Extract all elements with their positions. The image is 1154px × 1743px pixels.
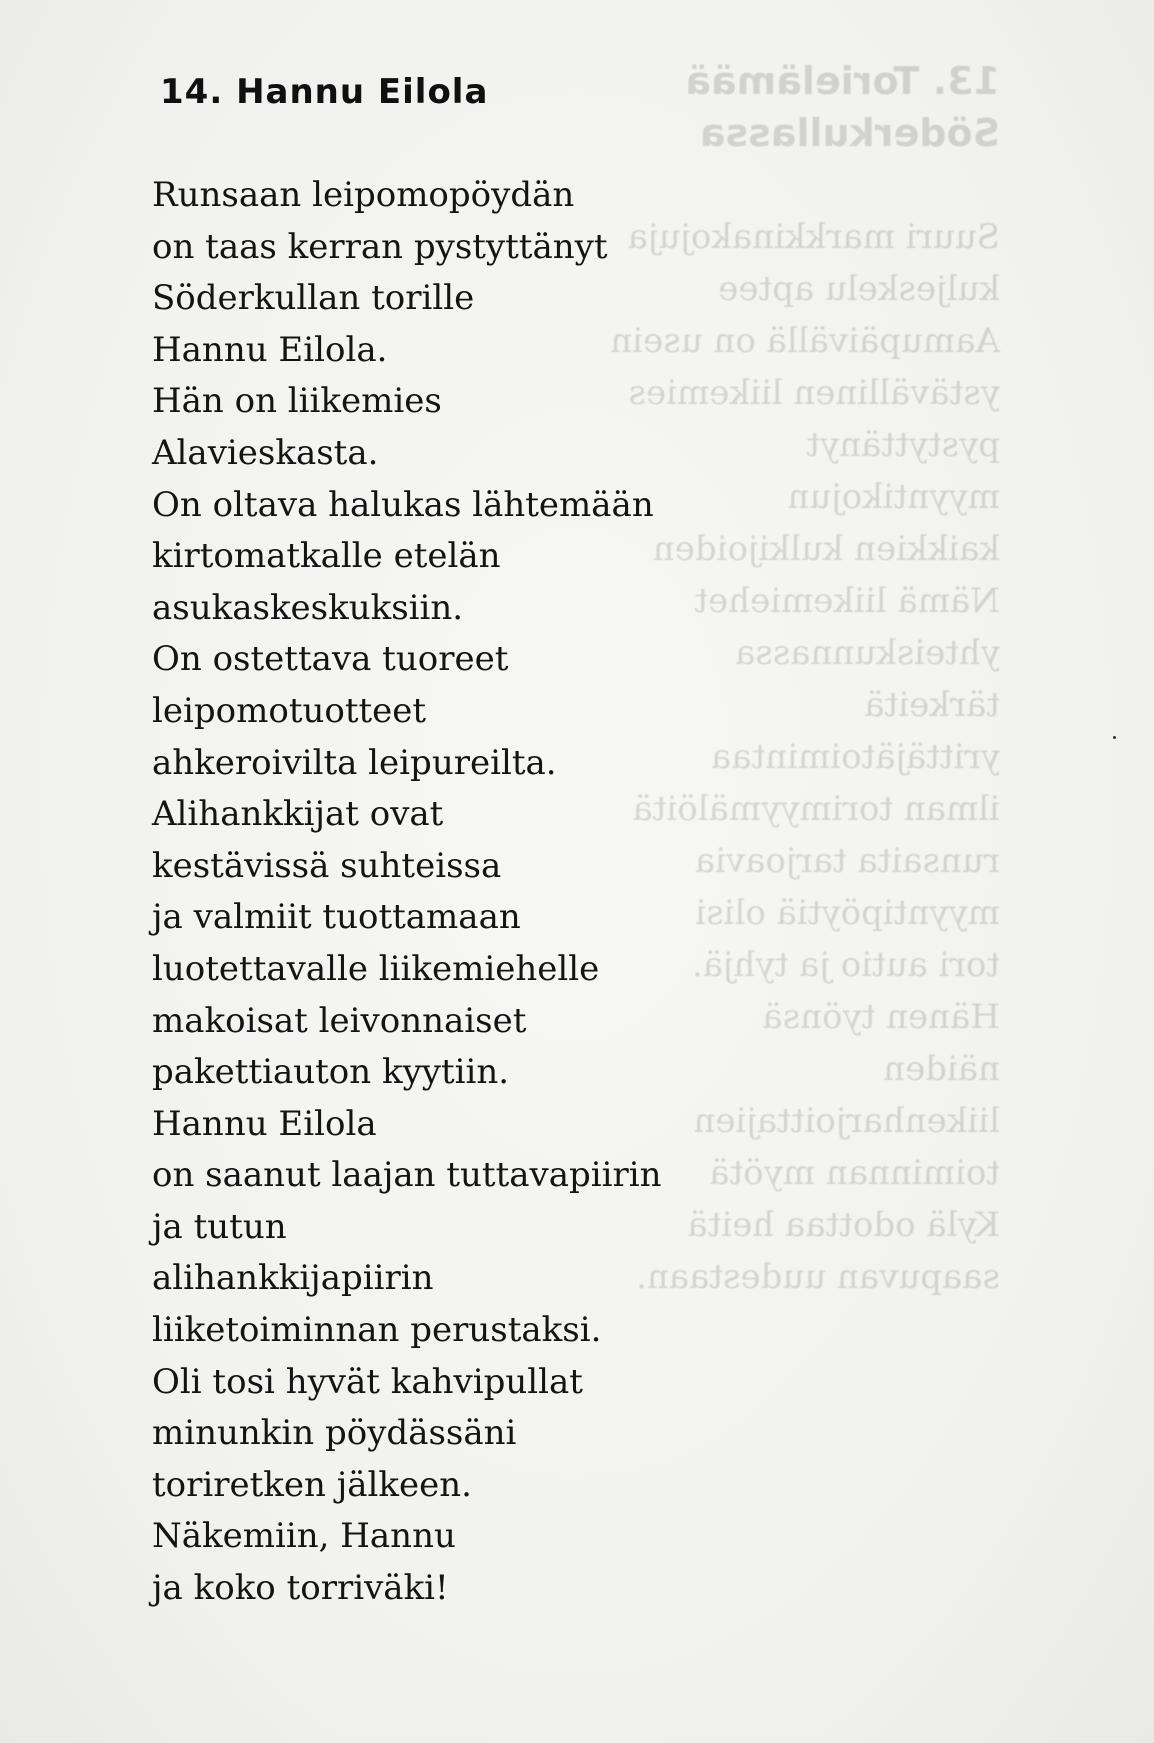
bleed-line: Nämä liikemiehet [694, 581, 1000, 621]
bleed-line: myyntipöytiä olisi [695, 893, 1000, 933]
poem-line: Hannu Eilola. [152, 329, 388, 370]
poem-line: ja tutun [152, 1206, 287, 1247]
speck-mark [1113, 736, 1116, 739]
poem-line: ja koko torriväki! [152, 1568, 449, 1609]
bleed-line: toiminnan myötä [709, 1153, 1000, 1193]
poem-line: makoisat leivonnaiset [152, 1000, 527, 1041]
bleed-line: yhteiskunnassa [735, 633, 1000, 673]
bleed-line: Hänen työnsä [762, 997, 1000, 1037]
poem-line: Näkemiin, Hannu [152, 1516, 456, 1557]
poem-line: Söderkullan torille [152, 278, 475, 319]
poem-line: On ostettava tuoreet [152, 639, 509, 680]
poem-line: asukaskeskuksiin. [152, 587, 464, 628]
bleed-line: runsaita tarjoavia [694, 841, 1000, 881]
poem-line: leipomotuotteet [152, 690, 427, 731]
poem-line: kirtomatkalle etelän [152, 536, 501, 577]
poem-line: liiketoiminnan perustaksi. [152, 1310, 602, 1351]
bleed-title: 13. Torielämää Söderkullassa [685, 59, 1000, 155]
bleed-line: saapuvan uudestaan. [636, 1257, 1000, 1297]
poem-line: Hannu Eilola [152, 1103, 377, 1144]
poem-line: toriretken jälkeen. [152, 1464, 472, 1505]
bleed-line: ystävällinen liikemies [628, 373, 1000, 413]
poem-line: pakettiauton kyytiin. [152, 1052, 510, 1093]
poem-body [152, 170, 852, 1615]
poem-line: on saanut laajan tuttavapiirin [152, 1155, 662, 1196]
poem-line: on taas kerran pystyttänyt [152, 226, 608, 267]
poem-line: Alihankkijat ovat [152, 794, 444, 835]
bleed-line: yrittäjätoimintaa [711, 737, 1000, 777]
poem-line: Alavieskasta. [152, 432, 379, 473]
poem-line: Runsaan leipomopöydän [152, 175, 575, 215]
poem-line: kestävissä suhteissa [152, 845, 502, 886]
poem-title: 14. Hannu Eilola [160, 72, 489, 112]
bleed-line: kuljeskelu aptee [718, 269, 1000, 309]
bleed-line: ilman torimyymälöitä [632, 789, 1000, 829]
poem-line: minunkin pöydässäni [152, 1413, 517, 1454]
bleed-line: Aamupäivällä on usein [610, 321, 1000, 361]
poem-line: On oltava halukas lähtemään [152, 484, 654, 525]
poem-line: Oli tosi hyvät kahvipullat [152, 1361, 583, 1402]
poem-line: Hän on liikemies [152, 381, 442, 422]
poem-line: ahkeroivilta leipureilta. [152, 742, 557, 783]
poem-line: alihankkijapiirin [152, 1258, 434, 1299]
bleed-line: tori autio ja tyhjä. [691, 945, 1000, 985]
poem-line: ja valmiit tuottamaan [152, 897, 521, 938]
bleed-line: kaikkien kulkijoiden [652, 529, 1000, 569]
bleed-line: pystyttänyt [806, 425, 1000, 465]
bleed-line: liikenharjoittajien [693, 1101, 1000, 1141]
bleed-line: Suuri markkinakojuja [627, 217, 1000, 257]
poem-line: luotettavalle liikemiehelle [152, 948, 600, 989]
bleed-line: myyntikojun [787, 477, 1000, 517]
bleed-line: tärkeitä [864, 685, 1000, 725]
bleed-line: näiden [883, 1049, 1000, 1089]
bleed-line: Kylä odottaa heitä [687, 1205, 1000, 1245]
